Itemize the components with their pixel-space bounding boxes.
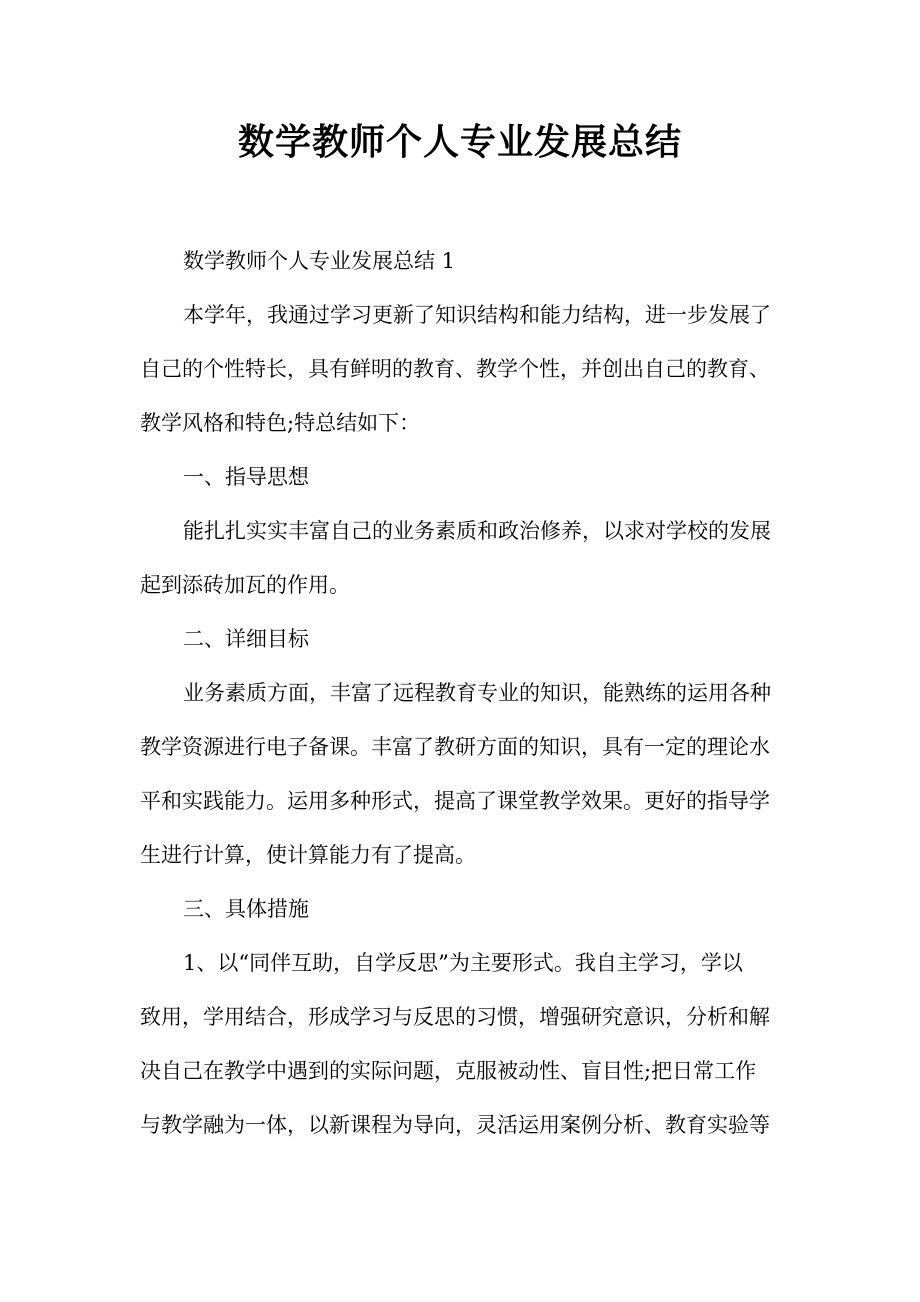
section-heading: 二、详细目标 (183, 627, 309, 651)
paragraph-line: 自己的个性特长，具有鲜明的教育、教学个性，并创出自己的教育、 (140, 357, 770, 381)
paragraph-line: 能扎扎实实丰富自己的业务素质和政治修养，以求对学校的发展 (183, 519, 771, 543)
paragraph-line: 与教学融为一体，以新课程为导向，灵活运用案例分析、教育实验等 (140, 1113, 770, 1137)
document-title: 数学教师个人专业发展总结 (237, 121, 682, 163)
section-heading: 三、具体措施 (183, 897, 309, 921)
paragraph-line: 决自己在教学中遇到的实际问题，克服被动性、盲目性;把日常工作 (140, 1059, 757, 1083)
paragraph-line: 平和实践能力。运用多种形式，提高了课堂教学效果。更好的指导学 (140, 789, 770, 813)
paragraph-line: 致用，学用结合，形成学习与反思的习惯，增强研究意识，分析和解 (140, 1005, 770, 1029)
paragraph-line: 起到添砖加瓦的作用。 (140, 573, 350, 597)
paragraph-line: 生进行计算，使计算能力有了提高。 (140, 843, 476, 867)
section-heading: 数学教师个人专业发展总结 1 (183, 249, 456, 273)
paragraph-line: 业务素质方面，丰富了远程教育专业的知识，能熟练的运用各种 (183, 681, 771, 705)
section-heading: 一、指导思想 (183, 465, 309, 489)
paragraph-line: 本学年，我通过学习更新了知识结构和能力结构，进一步发展了 (183, 303, 771, 327)
paragraph-line: 教学资源进行电子备课。丰富了教研方面的知识，具有一定的理论水 (140, 735, 770, 759)
document-body (140, 234, 788, 1152)
paragraph-line: 教学风格和特色;特总结如下： (140, 411, 421, 435)
paragraph-line: 1、以“同伴互助，自学反思”为主要形式。我自主学习，学以 (183, 951, 743, 975)
